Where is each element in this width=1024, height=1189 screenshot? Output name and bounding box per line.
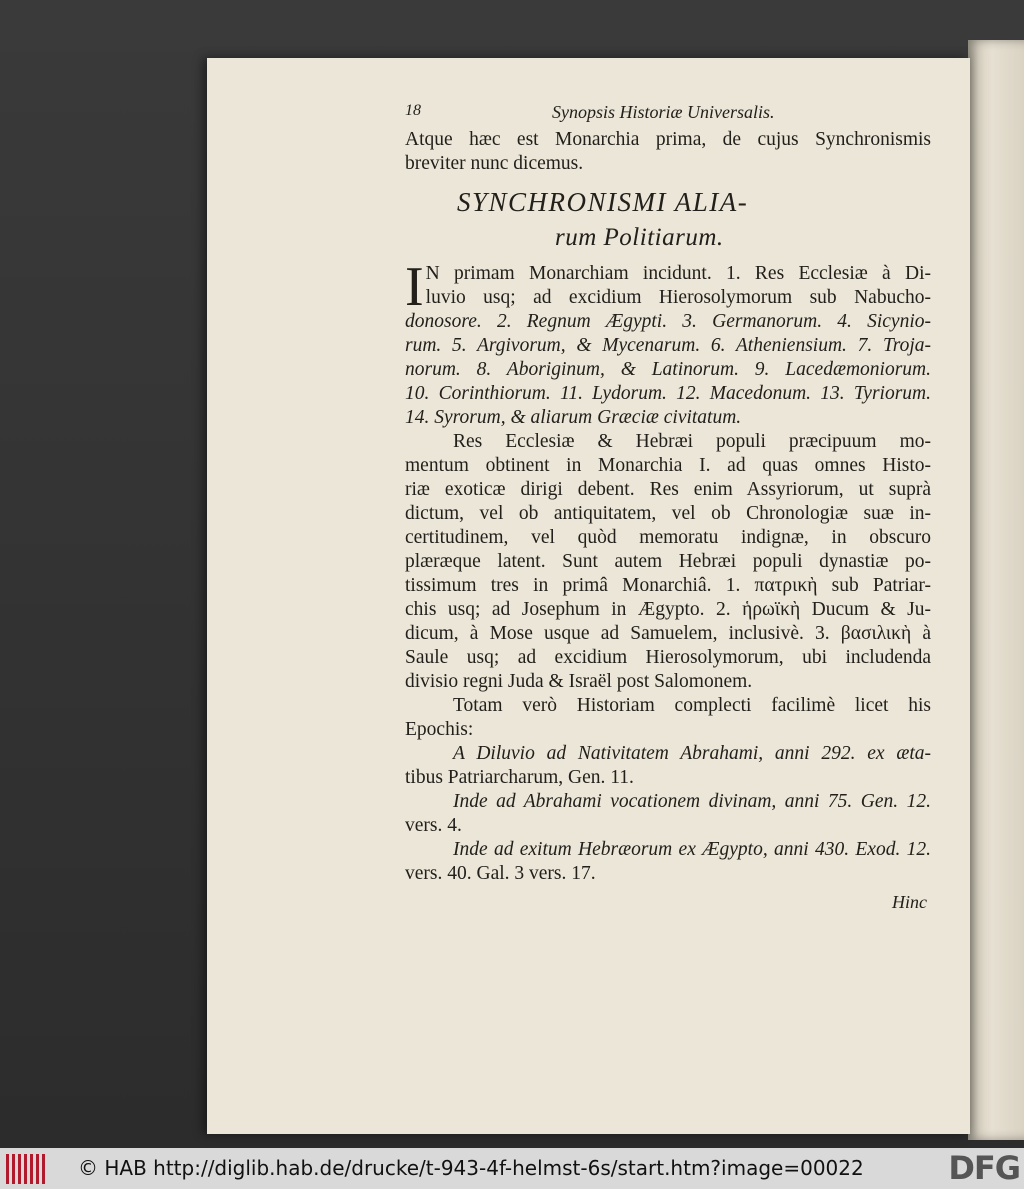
catchword: Hinc [892, 892, 927, 912]
text-line: norum. 8. Aboriginum, & Latinorum. 9. Lacedæmoniorum. [405, 359, 931, 380]
footer-bar [0, 1148, 1024, 1189]
text-line: tissimum tres in primâ Monarchiâ. 1. πατρικὴ sub Patriar- [405, 575, 931, 596]
text-line: vers. 4. [405, 815, 462, 836]
text-line: Totam verò Historiam complecti facilimè licet his [453, 695, 931, 716]
text-line: rum. 5. Argivorum, & Mycenarum. 6. Atheniensium. 7. Troja- [405, 335, 931, 356]
copyright-link[interactable]: © HAB http://diglib.hab.de/drucke/t-943-4f-helmst-6s/start.htm?image=00022 [78, 1156, 864, 1180]
text-line: certitudinem, vel quòd memoratu indignæ, in obscuro [405, 527, 931, 548]
text-line: divisio regni Juda & Israël post Salomonem. [405, 671, 753, 692]
next-page-edge [968, 40, 1024, 1140]
text-line: Saule usq; ad excidium Hierosolymorum, ubi includenda [405, 647, 931, 668]
text-line: Epochis: [405, 719, 474, 740]
running-header [405, 100, 931, 128]
text-line: vers. 40. Gal. 3 vers. 17. [405, 863, 596, 884]
running-title: Synopsis Historiæ Universalis. [552, 102, 775, 122]
text-line: plæræque latent. Sunt autem Hebræi populi dynastiæ po- [405, 551, 931, 572]
text-line: mentum obtinent in Monarchia I. ad quas omnes Histo- [405, 455, 931, 476]
text-line: riæ exoticæ dirigi debent. Res enim Assyriorum, ut suprà [405, 479, 931, 500]
text-line: tibus Patriarcharum, Gen. 11. [405, 767, 634, 788]
drop-capital: I [405, 256, 424, 318]
barcode-icon [6, 1154, 48, 1184]
text-line: Atque hæc est Monarchia prima, de cujus Synchronismis [405, 129, 931, 150]
text-line: Res Ecclesiæ & Hebræi populi præcipuum mo- [453, 431, 931, 452]
dfg-logo: DFG [948, 1149, 1020, 1187]
page-text [405, 100, 931, 913]
text-line: A Diluvio ad Nativitatem Abrahami, anni 292. ex æta- [453, 743, 931, 764]
text-line: luvio usq; ad excidium Hierosolymorum sub Nabucho- [425, 287, 931, 308]
text-line: Inde ad exitum Hebræorum ex Ægypto, anni 430. Exod. 12. [453, 839, 931, 860]
text-line: dicum, à Mose usque ad Samuelem, inclusivè. 3. βασιλικὴ à [405, 623, 931, 644]
section-heading: SYNCHRONISMI ALIA- [457, 187, 749, 217]
paragraph [405, 256, 931, 430]
text-line: 10. Corinthiorum. 11. Lydorum. 12. Macedonum. 13. Tyriorum. [405, 383, 931, 404]
text-line: N primam Monarchiam incidunt. 1. Res Ecclesiæ à Di- [425, 263, 931, 284]
page-number: 18 [405, 102, 421, 119]
text-line: chis usq; ad Josephum in Ægypto. 2. ἡρωϊκὴ Ducum & Ju- [405, 599, 931, 620]
text-line: donosore. 2. Regnum Ægypti. 3. Germanorum. 4. Sicynio- [405, 311, 931, 332]
section-heading-cont: rum Politiarum. [555, 224, 724, 251]
text-line: breviter nunc dicemus. [405, 153, 584, 174]
text-line: 14. Syrorum, & aliarum Græciæ civitatum. [405, 407, 742, 428]
text-line: Inde ad Abrahami vocationem divinam, anni 75. Gen. 12. [453, 791, 931, 812]
text-line: dictum, vel ob antiquitatem, vel ob Chronologiæ suæ in- [405, 503, 931, 524]
